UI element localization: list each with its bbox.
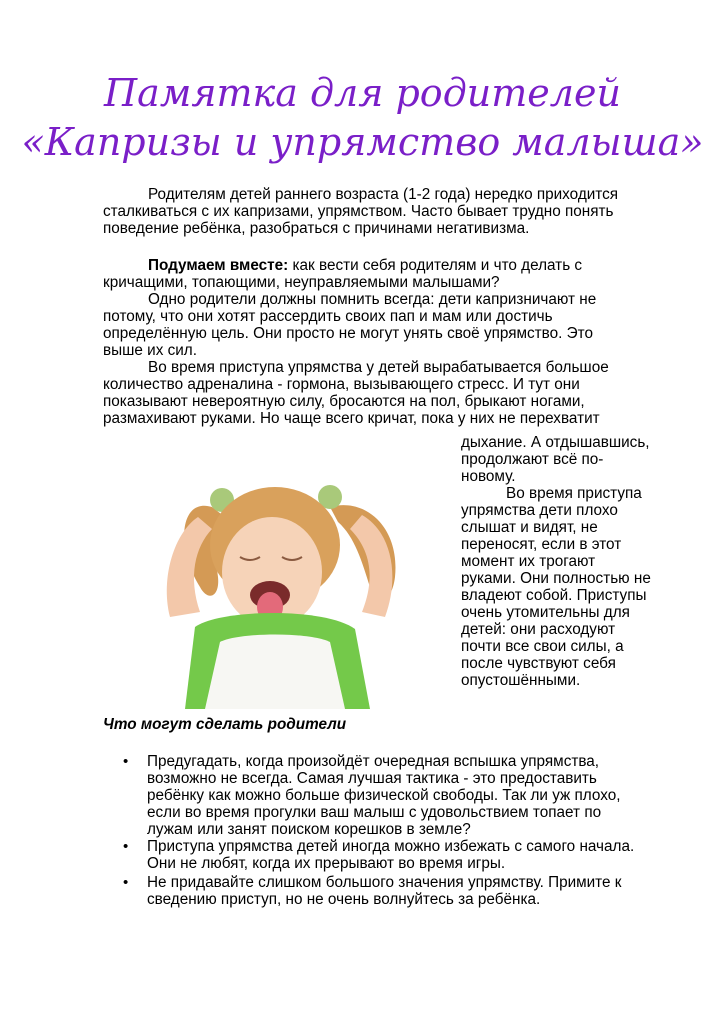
side-line: слышат и видят, не [461,519,598,536]
think-lead: Подумаем вместе: [148,257,289,274]
para1-line: Одно родители должны помнить всегда: дети капризничают не [148,291,597,308]
title-line-1: Памятка для родителей [104,71,621,115]
side-line: Во время приступа [506,485,642,502]
side-line: руками. Они полностью не [461,570,651,587]
para1-line: определённую цель. Они просто не могут унять своё упрямство. Это [103,325,593,342]
bullet-dot: • [123,753,129,770]
bullet-dot: • [123,874,129,891]
think-line [103,257,582,274]
side-line: упрямства дети плохо [461,502,618,519]
para2-line: количество адреналина - гормона, вызывающего стресс. И тут они [103,376,580,393]
side-line: переносят, если в этот [461,536,622,553]
side-line: детей: они расходуют [461,621,616,638]
side-line: почти все свои силы, а [461,638,624,655]
bullet-line: лужам или занят поиском корешков в земле? [147,821,471,838]
side-line: очень утомительны для [461,604,630,621]
bullet-line: Они не любят, когда их прерывают во время игры. [147,855,506,872]
side-line: момент их трогают [461,553,596,570]
para1-line: потому, что они хотят рассердить своих пап и мам или достичь [103,308,553,325]
bullet-line: возможно не всегда. Самая лучшая тактика - это предоставить [147,770,597,787]
side-line: новому. [461,468,516,485]
child-photo [100,437,455,709]
bullet-line: Приступа упрямства детей иногда можно избежать с самого начала. [147,838,635,855]
bullet-line: Не придавайте слишком большого значения упрямству. Примите к [147,874,622,891]
para2-line: Во время приступа упрямства у детей вырабатывается большое [148,359,609,376]
bullet-line: ребёнку как можно больше физической свободы. Так ли уж плохо, [147,787,621,804]
side-line: опустошёнными. [461,672,581,689]
intro-line: сталкиваться с их капризами, упрямством. Часто бывает трудно понять [103,203,614,220]
think-rest: как вести себя родителям и что делать с [288,257,583,274]
bullet-line: Предугадать, когда произойдёт очередная вспышка упрямства, [147,753,600,770]
para2-line: показывают невероятную силу, бросаются на пол, брыкают ногами, [103,393,585,410]
think-line: кричащими, топающими, неуправляемыми малышами? [103,274,500,291]
bullet-line: если во время прогулки ваш малыш с удовольствием топает по [147,804,602,821]
title-line-2: «Капризы и упрямство малыша» [21,120,704,164]
para2-line: размахивают руками. Но чаще всего кричат, пока у них не перехватит [103,410,600,427]
intro-line: поведение ребёнка, разобраться с причинами негативизма. [103,220,530,237]
section-heading: Что могут сделать родители [103,716,347,733]
intro-line: Родителям детей раннего возраста (1-2 года) нередко приходится [148,186,619,203]
para1-line: выше их сил. [103,342,197,359]
side-line: дыхание. А отдышавшись, [461,434,650,451]
side-line: после чувствуют себя [461,655,616,672]
bullet-line: сведению приступ, но не очень волнуйтесь за ребёнка. [147,891,541,908]
side-line: владеют собой. Приступы [461,587,647,604]
side-line: продолжают всё по- [461,451,604,468]
bullet-dot: • [123,838,129,855]
